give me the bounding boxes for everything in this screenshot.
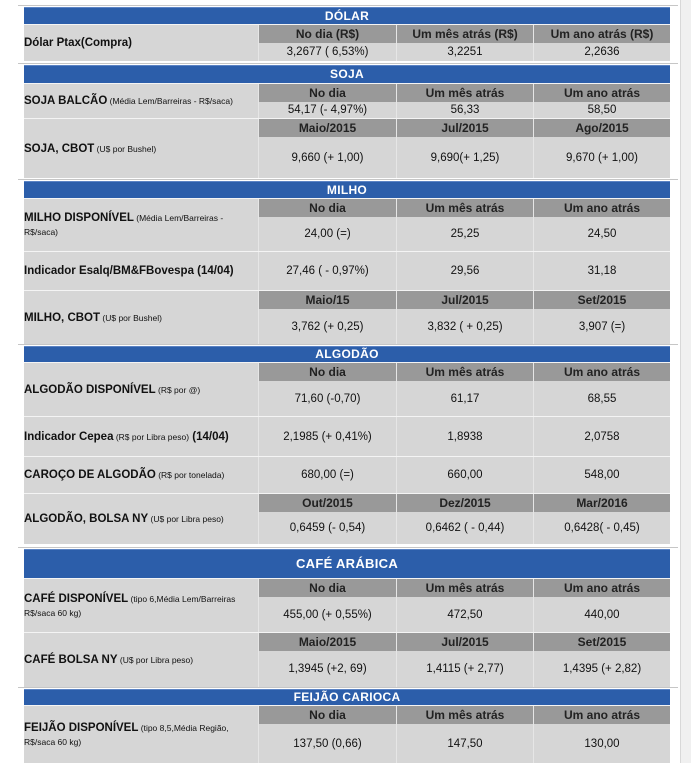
commodity-label <box>24 721 258 749</box>
column-header: Set/2015 <box>533 633 670 651</box>
section-separator <box>18 179 678 180</box>
price-cell: 2,2636 <box>533 43 670 61</box>
price-cell: 25,25 <box>396 217 533 251</box>
column-header: Jul/2015 <box>396 119 533 137</box>
price-cell: 0,6428( - 0,45) <box>533 512 670 544</box>
table-row <box>24 705 670 763</box>
commodity-label <box>24 430 229 444</box>
column-header: Um ano atrás (R$) <box>533 25 670 43</box>
unit-note: (U$ por Bushel) <box>94 143 157 154</box>
unit-note: (tipo 8,5,Média Região, R$/saca 60 kg) <box>24 722 229 747</box>
column-header: No dia <box>258 199 396 217</box>
commodity-name: Dólar Ptax(Compra) <box>24 37 132 49</box>
column-header: No dia (R$) <box>258 25 396 43</box>
column-header: Jul/2015 <box>396 633 533 651</box>
price-cell: 1,3945 (+2, 69) <box>258 651 396 687</box>
commodity-label <box>24 468 224 482</box>
column-header: Maio/2015 <box>258 633 396 651</box>
price-cell: 9,690(+ 1,25) <box>396 137 533 178</box>
column-header: Um mês atrás <box>396 199 533 217</box>
unit-note: (Média Lem/Barreiras - R$/saca) <box>107 96 233 106</box>
commodity-name: MILHO DISPONÍVEL <box>24 212 134 224</box>
column-header: No dia <box>258 706 396 724</box>
table-row <box>24 83 670 118</box>
price-cell: 24,00 (=) <box>258 217 396 251</box>
price-cell: 2,1985 (+ 0,41%) <box>258 417 396 456</box>
price-cell: 660,00 <box>396 457 533 493</box>
column-header: No dia <box>258 84 396 102</box>
unit-note: (R$ por tonelada) <box>155 470 225 480</box>
price-cell: 1,8938 <box>396 417 533 456</box>
price-cell: 1,4395 (+ 2,82) <box>533 651 670 687</box>
table-row <box>24 416 670 456</box>
column-header: Maio/2015 <box>258 119 396 137</box>
commodity-name: FEIJÃO DISPONÍVEL <box>24 721 139 734</box>
column-header: Um mês atrás <box>396 84 533 102</box>
price-cell: 3,907 (=) <box>533 309 670 344</box>
column-header: Um ano atrás <box>533 84 670 102</box>
price-cell: 56,33 <box>396 102 533 118</box>
row-label <box>24 84 258 118</box>
commodity-name: CAFÉ DISPONÍVEL <box>24 592 129 605</box>
price-cell: 2,0758 <box>533 417 670 456</box>
column-header: Ago/2015 <box>533 119 670 137</box>
column-header: Um mês atrás <box>396 363 533 381</box>
price-cell: 548,00 <box>533 457 670 493</box>
commodity-name: SOJA BALCÃO <box>24 95 108 107</box>
commodity-name: SOJA, CBOT <box>24 142 95 155</box>
commodity-name: Indicador Cepea <box>24 430 114 443</box>
column-header: Maio/15 <box>258 291 396 309</box>
price-cell: 54,17 (- 4,97%) <box>258 102 396 118</box>
table-row <box>24 578 670 632</box>
price-cell: 130,00 <box>533 724 670 763</box>
row-label <box>24 706 258 763</box>
section-separator <box>18 547 678 548</box>
price-cell: 147,50 <box>396 724 533 763</box>
column-header: No dia <box>258 363 396 381</box>
price-cell: 3,762 (+ 0,25) <box>258 309 396 344</box>
price-cell: 58,50 <box>533 102 670 118</box>
commodity-name: ALGODÃO DISPONÍVEL <box>24 383 156 396</box>
section-title: FEIJÃO CARIOCA <box>24 689 670 705</box>
column-header: Um ano atrás <box>533 579 670 597</box>
unit-note: (U$ por Bushel) <box>100 312 162 323</box>
price-cell: 1,4115 (+ 2,77) <box>396 651 533 687</box>
column-header: Um ano atrás <box>533 363 670 381</box>
price-cell: 71,60 (-0,70) <box>258 381 396 416</box>
commodity-label <box>24 264 234 278</box>
column-header: Dez/2015 <box>396 494 533 512</box>
section-title: CAFÉ ARÁBICA <box>24 549 670 578</box>
unit-note: (tipo 6,Média Lem/Barreiras R$/saca 60 kg) <box>24 593 236 618</box>
price-cell: 24,50 <box>533 217 670 251</box>
price-cell: 9,660 (+ 1,00) <box>258 137 396 178</box>
column-header: Um mês atrás <box>396 579 533 597</box>
price-cell: 31,18 <box>533 252 670 290</box>
table-row <box>24 198 670 251</box>
commodity-name: CAFÉ BOLSA NY <box>24 654 118 666</box>
column-header: Out/2015 <box>258 494 396 512</box>
section-separator <box>18 344 678 345</box>
commodity-name: ALGODÃO, BOLSA NY <box>24 513 149 525</box>
date-suffix: (14/04) <box>189 430 229 443</box>
section-title: SOJA <box>24 65 670 83</box>
unit-note: (U$ por Libra peso) <box>117 655 194 665</box>
commodity-label <box>24 36 132 50</box>
row-label <box>24 579 258 632</box>
price-cell: 3,2251 <box>396 43 533 61</box>
table-row <box>24 493 670 544</box>
price-cell: 3,832 ( + 0,25) <box>396 309 533 344</box>
column-header: Jul/2015 <box>396 291 533 309</box>
price-cell: 27,46 ( - 0,97%) <box>258 252 396 290</box>
column-header: Set/2015 <box>533 291 670 309</box>
price-cell: 440,00 <box>533 597 670 632</box>
commodity-label <box>24 311 162 325</box>
page-edge <box>680 0 691 763</box>
table-row <box>24 362 670 416</box>
column-header: Um ano atrás <box>533 199 670 217</box>
table-row <box>24 24 670 61</box>
section-title: DÓLAR <box>24 7 670 24</box>
commodity-label <box>24 211 258 239</box>
column-header: Um ano atrás <box>533 706 670 724</box>
row-label <box>24 417 258 456</box>
price-cell: 0,6459 (- 0,54) <box>258 512 396 544</box>
table-row <box>24 456 670 493</box>
unit-note: (R$ por @) <box>155 384 201 395</box>
commodity-label <box>24 94 233 108</box>
section-separator <box>18 687 678 688</box>
price-cell: 680,00 (=) <box>258 457 396 493</box>
price-cell: 29,56 <box>396 252 533 290</box>
unit-note: (Média Lem/Barreiras - R$/saca) <box>24 213 224 237</box>
column-header: Um mês atrás (R$) <box>396 25 533 43</box>
price-cell: 0,6462 ( - 0,44) <box>396 512 533 544</box>
row-label <box>24 119 258 178</box>
row-label <box>24 291 258 344</box>
table-row <box>24 118 670 178</box>
price-cell: 455,00 (+ 0,55%) <box>258 597 396 632</box>
table-row <box>24 251 670 290</box>
commodity-name: MILHO, CBOT <box>24 311 101 324</box>
price-cell: 3,2677 ( 6,53%) <box>258 43 396 61</box>
section-title: MILHO <box>24 181 670 198</box>
unit-note: (R$ por Libra peso) <box>113 431 190 442</box>
table-row <box>24 290 670 344</box>
section-title: ALGODÃO <box>24 346 670 362</box>
column-header: Um mês atrás <box>396 706 533 724</box>
price-cell: 137,50 (0,66) <box>258 724 396 763</box>
price-cell: 68,55 <box>533 381 670 416</box>
price-cell: 472,50 <box>396 597 533 632</box>
row-label <box>24 252 258 290</box>
commodity-label <box>24 592 258 620</box>
column-header: Mar/2016 <box>533 494 670 512</box>
row-label <box>24 25 258 61</box>
section-separator <box>18 63 678 64</box>
unit-note: (U$ por Libra peso) <box>148 514 224 524</box>
row-label <box>24 633 258 687</box>
row-label <box>24 494 258 544</box>
row-label <box>24 363 258 416</box>
commodity-label <box>24 383 200 397</box>
commodity-name: CAROÇO DE ALGODÃO <box>24 469 156 481</box>
row-label <box>24 457 258 493</box>
price-cell: 9,670 (+ 1,00) <box>533 137 670 178</box>
row-label <box>24 199 258 251</box>
column-header: No dia <box>258 579 396 597</box>
commodity-label <box>24 512 224 526</box>
table-row <box>24 632 670 687</box>
commodity-label <box>24 653 193 667</box>
price-cell: 61,17 <box>396 381 533 416</box>
commodity-name: Indicador Esalq/BM&FBovespa (14/04) <box>24 265 234 277</box>
section-separator <box>18 5 678 6</box>
commodity-label <box>24 142 156 156</box>
